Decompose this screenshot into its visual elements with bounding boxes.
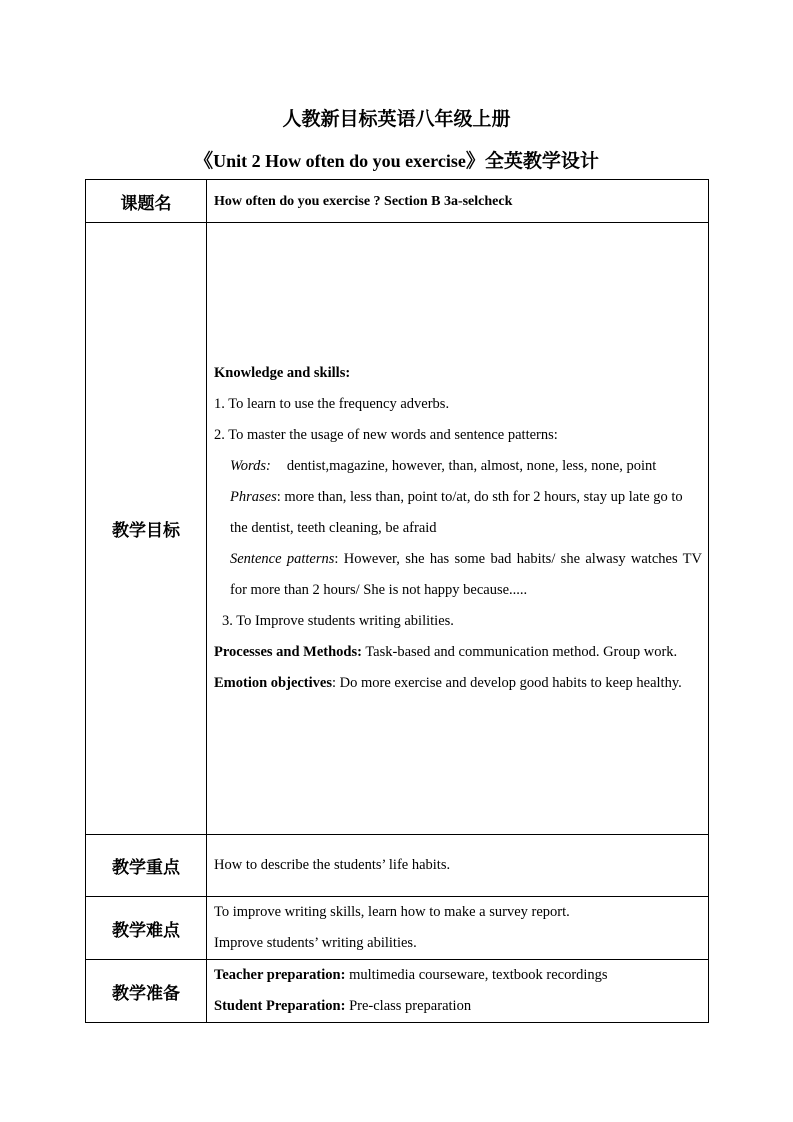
phrases-text: : more than, less than, point to/at, do sth for 2 hours, stay up late go to the dentist, teeth cleaning, be afraid	[230, 489, 683, 536]
difficulties-label: 教学难点	[86, 897, 207, 960]
phrases-line	[214, 482, 702, 544]
difficulty-line-1: To improve writing skills, learn how to make a survey report.	[214, 904, 570, 920]
student-preparation-line	[214, 991, 702, 1022]
teacher-preparation-label: Teacher preparation:	[214, 967, 346, 983]
emotion-line	[214, 668, 702, 699]
table-row-key-points	[86, 835, 709, 897]
objective-item-2: 2. To master the usage of new words and sentence patterns:	[214, 427, 558, 443]
lesson-plan-table	[85, 179, 709, 1023]
words-label: Words:	[230, 458, 271, 474]
difficulties-content	[207, 897, 709, 960]
student-preparation-label: Student Preparation:	[214, 998, 346, 1014]
document-subtitle: 《Unit 2 How often do you exercise》全英教学设计	[194, 150, 599, 172]
objectives-content	[207, 223, 709, 835]
process-line	[214, 637, 702, 668]
key-points-label: 教学重点	[86, 835, 207, 897]
teacher-preparation-line	[214, 960, 702, 991]
topic-content: How often do you exercise ? Section B 3a-selcheck	[207, 180, 709, 223]
words-line	[214, 451, 702, 482]
table-row-preparation	[86, 960, 709, 1023]
table-row-objectives	[86, 223, 709, 835]
process-label: Processes and Methods:	[214, 644, 362, 660]
teacher-preparation-text: multimedia courseware, textbook recordings	[345, 967, 608, 983]
sentence-patterns-label: Sentence patterns	[230, 551, 335, 567]
words-text: dentist,magazine, however, than, almost, none, less, none, point	[286, 458, 657, 474]
key-points-content: How to describe the students’ life habits.	[207, 835, 709, 897]
knowledge-heading: Knowledge and skills:	[214, 365, 351, 381]
objective-item-1: 1. To learn to use the frequency adverbs.	[214, 396, 450, 412]
topic-label: 课题名	[86, 180, 207, 223]
preparation-label: 教学准备	[86, 960, 207, 1023]
sentence-patterns-line	[214, 544, 702, 606]
table-row-difficulties	[86, 897, 709, 960]
sentence-patterns-text: : However, she has some bad habits/ she alwasy watches TV for more than 2 hours/ She is not happy because.....	[230, 551, 702, 598]
objective-item-3: 3. To Improve students writing abilities.	[222, 613, 454, 629]
objectives-label: 教学目标	[86, 223, 207, 835]
emotion-label: Emotion objectives	[214, 675, 332, 691]
difficulty-line-2: Improve students’ writing abilities.	[214, 935, 417, 951]
emotion-text: : Do more exercise and develop good habits to keep healthy.	[332, 675, 682, 691]
process-text: Task-based and communication method. Group work.	[361, 644, 678, 660]
phrases-label: Phrases	[230, 489, 277, 505]
preparation-content	[207, 960, 709, 1023]
document-title: 人教新目标英语八年级上册	[282, 108, 511, 130]
student-preparation-text: Pre-class preparation	[345, 998, 472, 1014]
table-row-topic	[86, 180, 709, 223]
